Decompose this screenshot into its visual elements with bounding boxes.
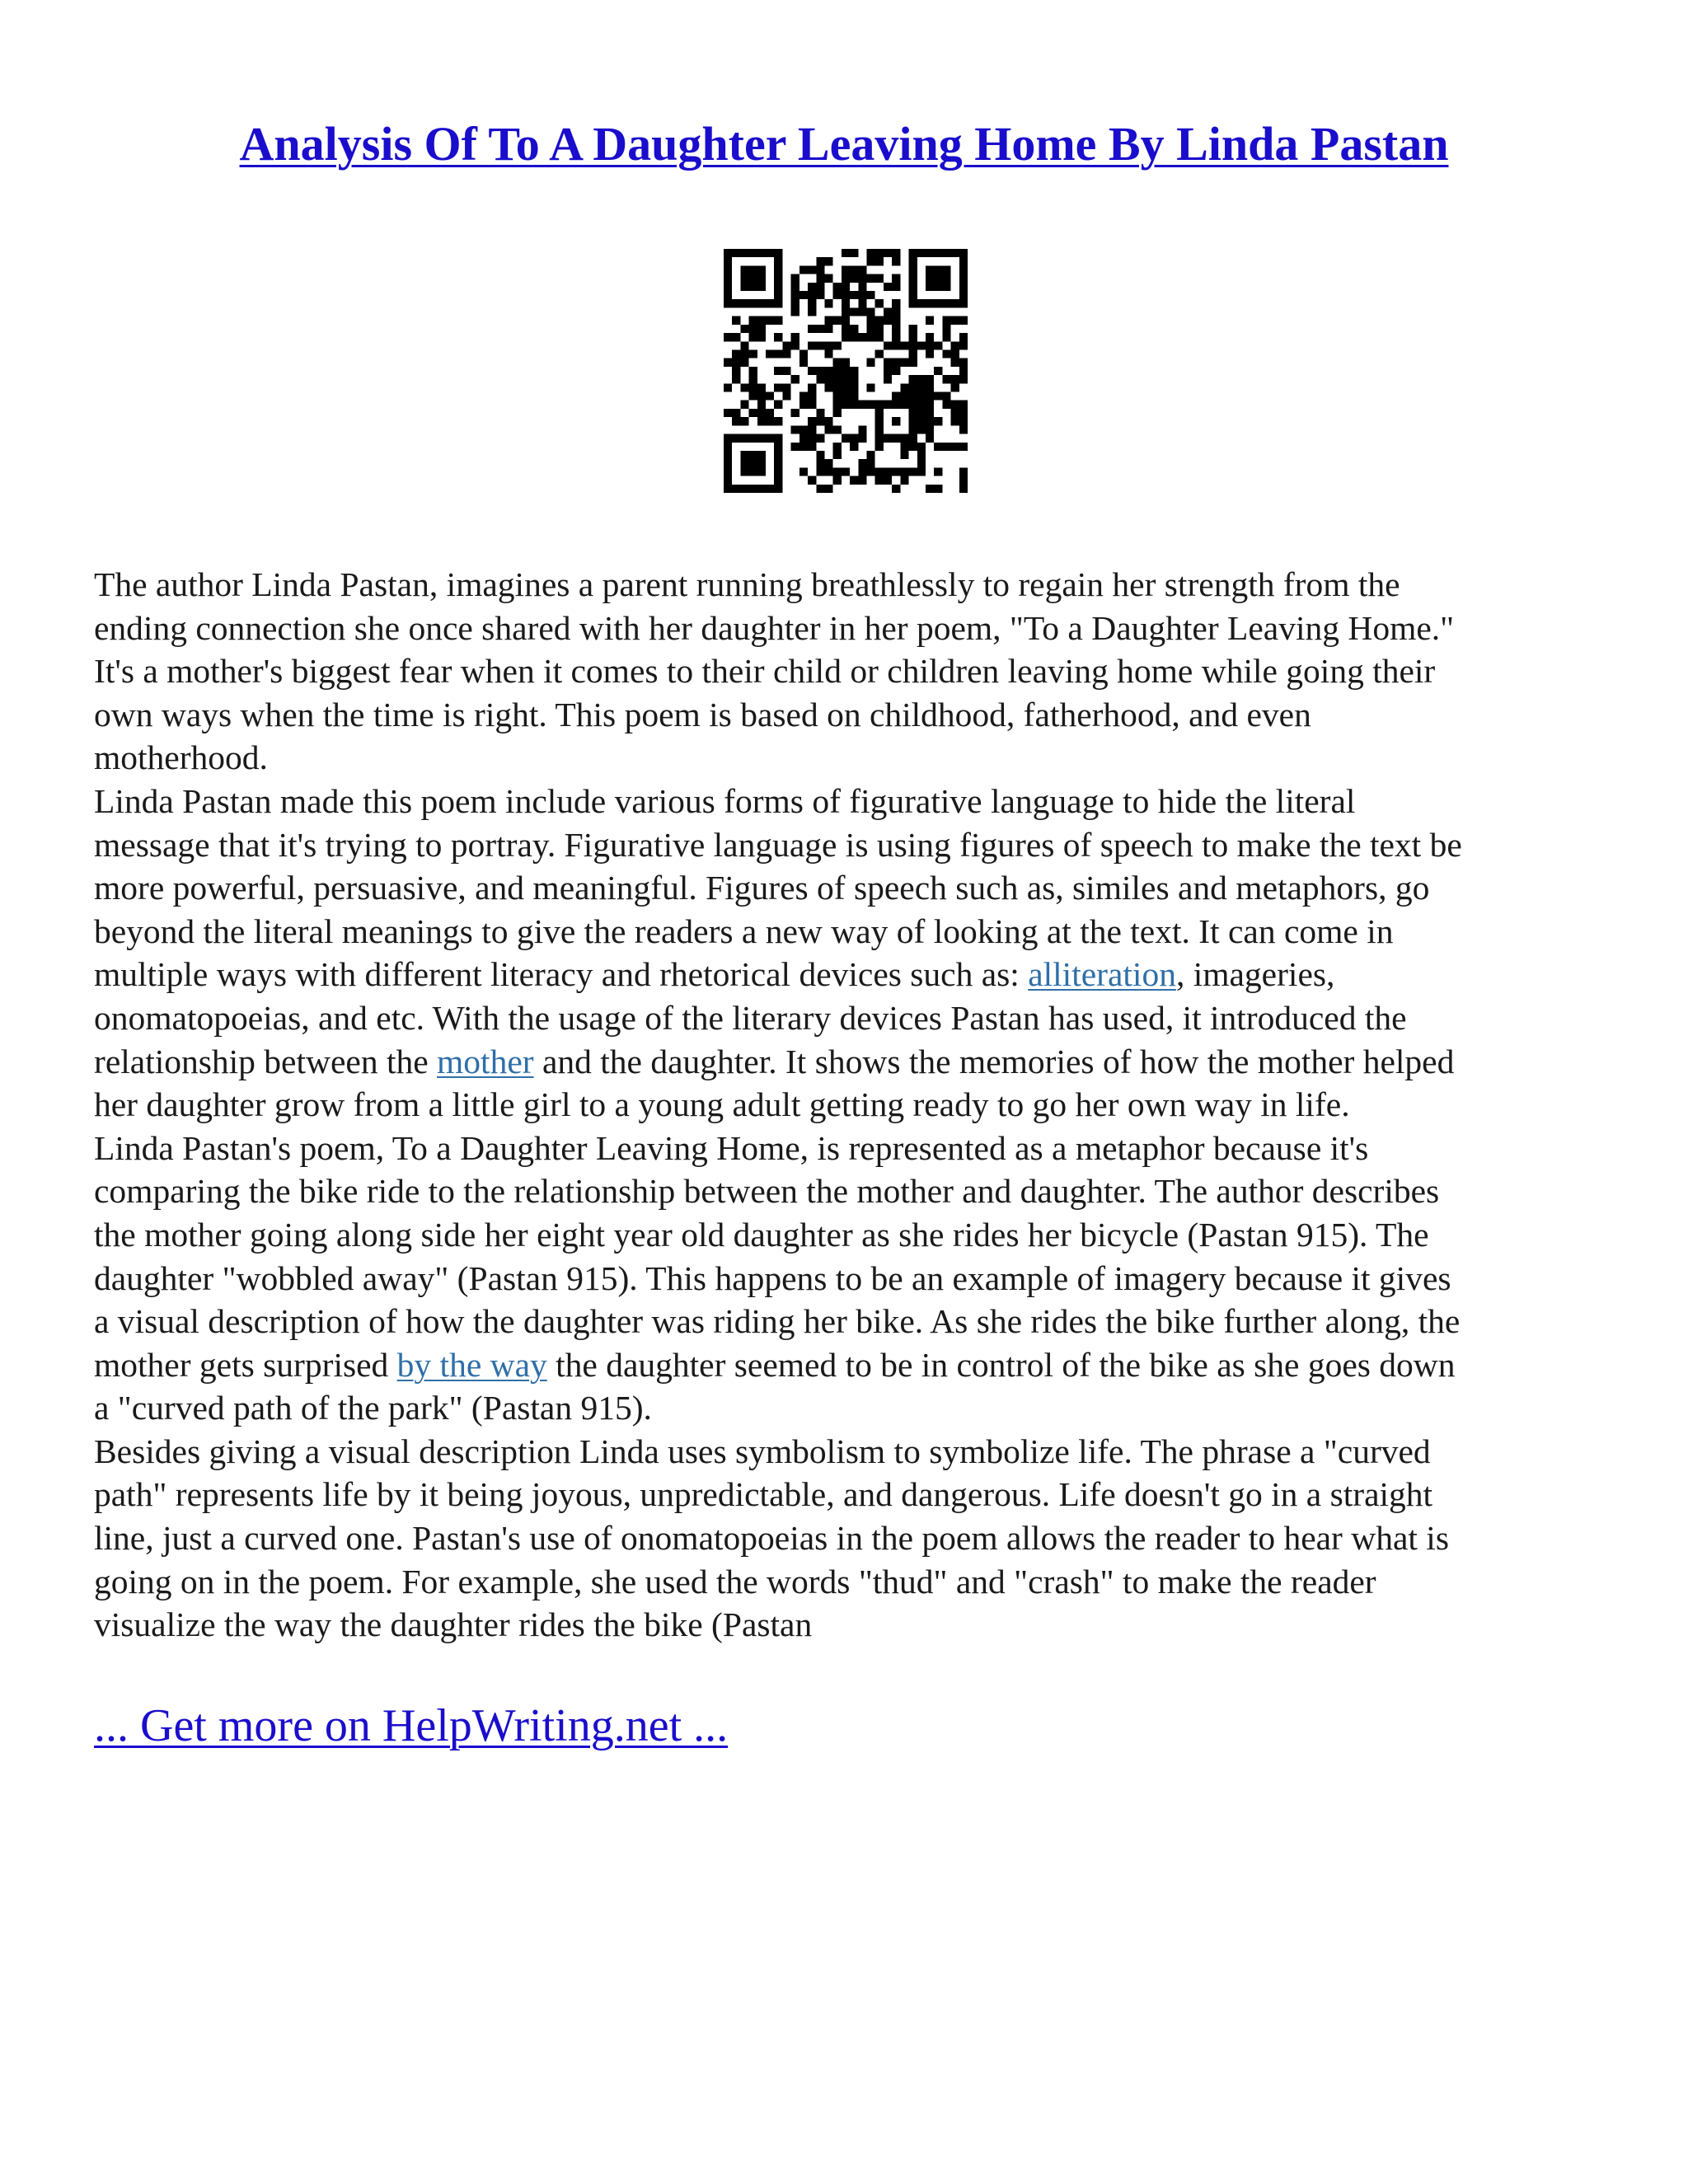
text-segment: It's a mother's biggest fear when it comes to their child or children leaving home while going their (94, 652, 1436, 691)
text-segment: Besides giving a visual description Linda uses symbolism to symbolize life. The phrase a "curved (94, 1432, 1431, 1470)
text-segment: the daughter seemed to be in control of the bike as she goes down (546, 1345, 1456, 1384)
text-segment: daughter "wobbled away" (Pastan 915). This happens to be an example of imagery because it gives (94, 1258, 1451, 1297)
text-line (94, 1473, 1602, 1516)
text-line (94, 780, 1602, 823)
title-link[interactable]: Analysis Of To A Daughter Leaving Home By Linda Pastan (239, 117, 1449, 171)
text-line (94, 563, 1602, 607)
text-line (94, 1430, 1602, 1474)
page-title (0, 115, 1688, 173)
text-line (94, 910, 1602, 954)
text-line (94, 1169, 1602, 1213)
text-segment: , imageries, (1175, 955, 1335, 994)
text-segment: path" represents life by it being joyous, unpredictable, and dangerous. Life doesn't go in a straight (94, 1475, 1433, 1514)
text-segment: more powerful, persuasive, and meaningful. Figures of speech such as, similes and metaphors, go (94, 869, 1430, 907)
text-segment: beyond the literal meanings to give the readers a new way of looking at the text. It can come in (94, 912, 1394, 950)
text-segment: message that it's trying to portray. Figurative language is using figures of speech to make the text be (94, 825, 1462, 864)
more-link-container (94, 1698, 728, 1754)
text-line (94, 996, 1602, 1040)
text-segment: own ways when the time is right. This poem is based on childhood, fatherhood, and even (94, 695, 1311, 733)
text-segment: and the daughter. It shows the memories of how the mother helped (533, 1042, 1455, 1080)
inline-link-by-the-way[interactable]: by the way (396, 1345, 547, 1384)
text-line (94, 823, 1602, 867)
text-segment: motherhood. (94, 738, 268, 777)
text-segment: a "curved path of the park" (Pastan 915). (94, 1389, 652, 1427)
text-line (94, 1300, 1602, 1343)
text-segment: the mother going along side her eight year old daughter as she rides her bicycle (Pastan 915). The (94, 1215, 1429, 1254)
text-line (94, 1343, 1602, 1387)
text-segment: Linda Pastan made this poem include various forms of figurative language to hide the literal (94, 781, 1356, 820)
text-segment: multiple ways with different literacy and rhetorical devices such as: (94, 955, 1029, 994)
text-segment: line, just a curved one. Pastan's use of onomatopoeias in the poem allows the reader to hear what is (94, 1519, 1449, 1558)
text-line (94, 736, 1602, 780)
text-segment: comparing the bike ride to the relationship between the mother and daughter. The author describes (94, 1172, 1440, 1211)
text-line (94, 1386, 1602, 1430)
article-body (94, 563, 1602, 1647)
text-segment: Linda Pastan's poem, To a Daughter Leaving Home, is represented as a metaphor because it's (94, 1128, 1369, 1167)
text-segment: ending connection she once shared with her daughter in her poem, "To a Daughter Leaving Home." (94, 608, 1455, 647)
inline-link-alliteration[interactable]: alliteration (1028, 955, 1176, 994)
text-line (94, 1560, 1602, 1604)
text-segment: relationship between the (94, 1042, 438, 1080)
inline-link-mother[interactable]: mother (437, 1042, 534, 1080)
text-line (94, 1257, 1602, 1301)
text-line (94, 1603, 1602, 1647)
text-segment: going on in the poem. For example, she used the words "thud" and "crash" to make the reader (94, 1562, 1376, 1601)
text-line (94, 1516, 1602, 1560)
text-segment: visualize the way the daughter rides the bike (Pastan (94, 1605, 813, 1644)
text-line (94, 693, 1602, 737)
text-segment: onomatopoeias, and etc. With the usage of the literary devices Pastan has used, it introduced the (94, 998, 1407, 1037)
text-line (94, 866, 1602, 910)
text-line (94, 953, 1602, 996)
text-line (94, 1040, 1602, 1084)
text-segment: a visual description of how the daughter was riding her bike. As she rides the bike further along, the (94, 1302, 1461, 1341)
qr-code (724, 249, 968, 493)
text-line (94, 607, 1602, 650)
text-segment: mother gets surprised (94, 1345, 397, 1384)
text-line (94, 1083, 1602, 1127)
get-more-link[interactable]: ... Get more on HelpWriting.net ... (94, 1700, 729, 1751)
text-segment: her daughter grow from a little girl to a young adult getting ready to go her own way in life. (94, 1085, 1350, 1124)
text-line (94, 649, 1602, 693)
text-segment: The author Linda Pastan, imagines a parent running breathlessly to regain her strength from the (94, 565, 1400, 603)
text-line (94, 1213, 1602, 1257)
text-line (94, 1127, 1602, 1170)
